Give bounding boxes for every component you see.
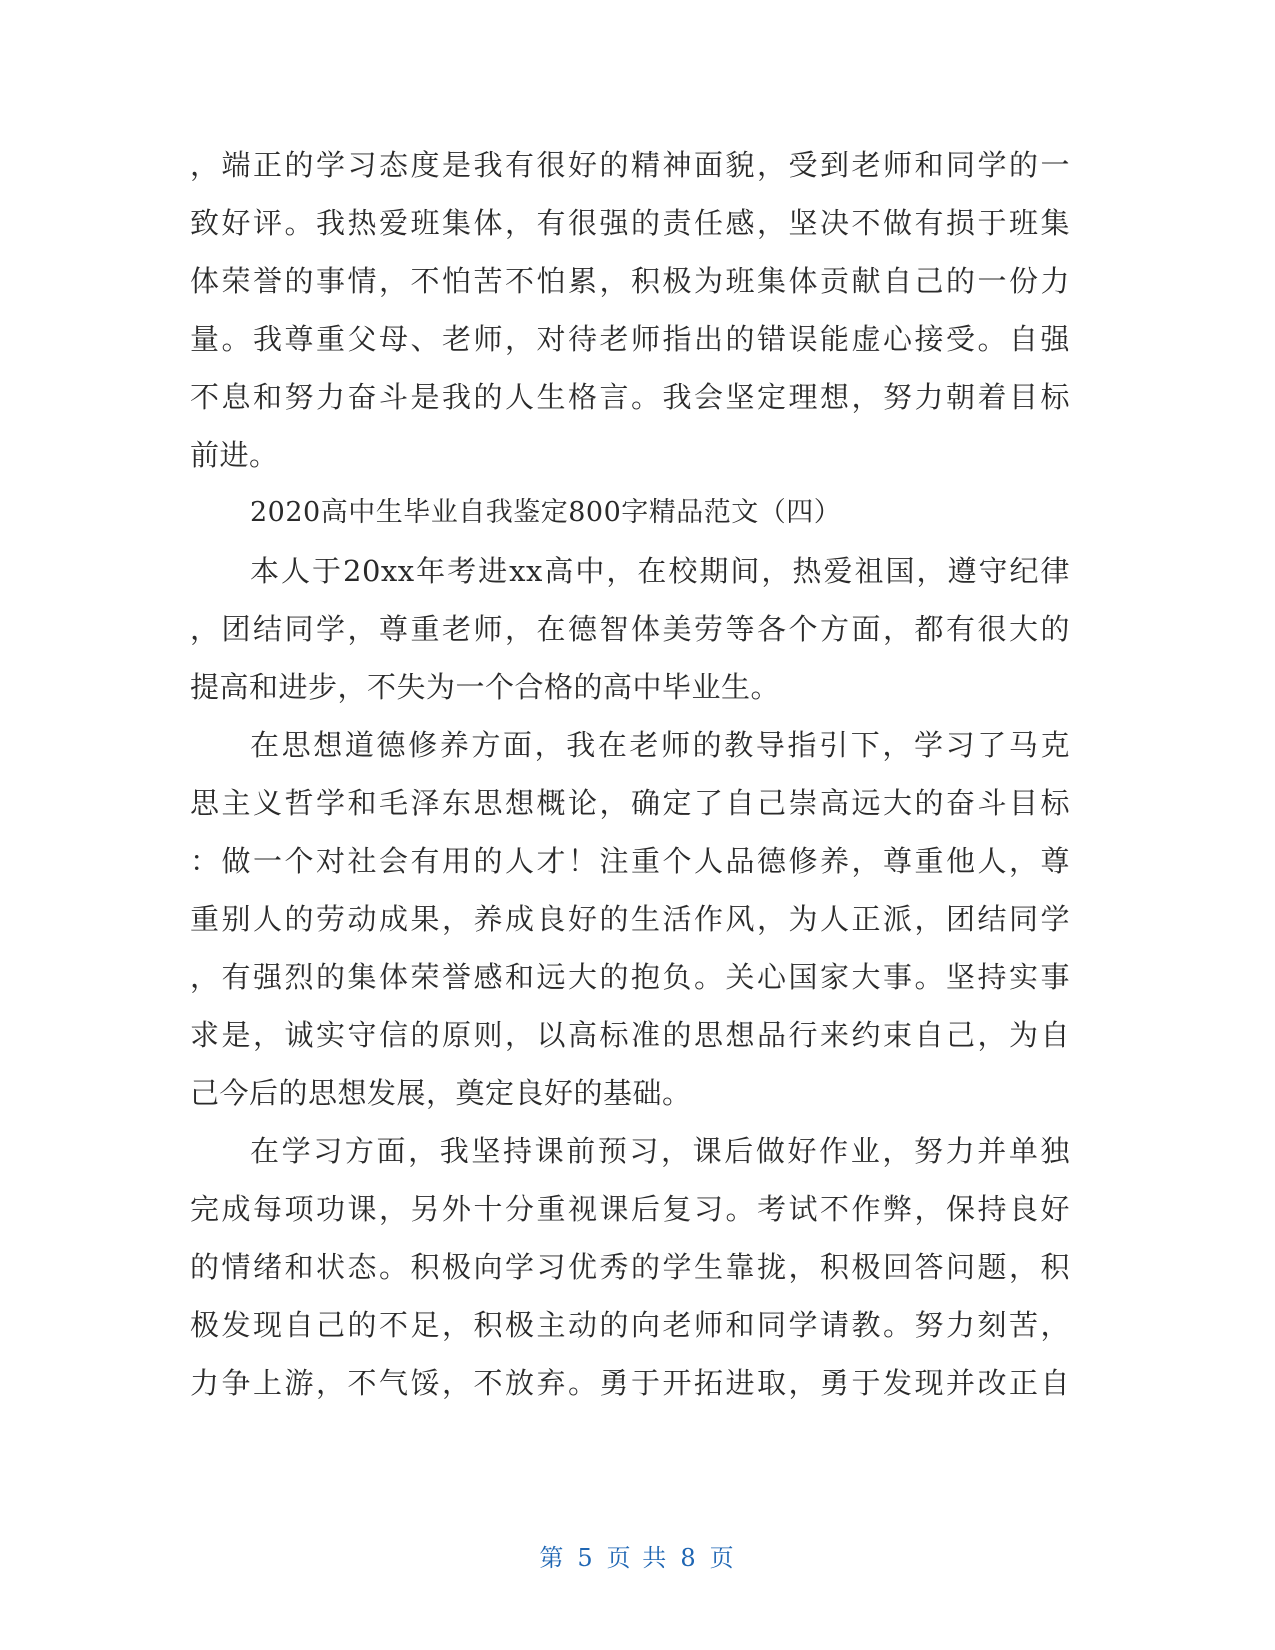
page-label-mid: 页 共: [606, 1544, 669, 1572]
text-line: 量。我尊重父母、老师，对待老师指出的错误能虚心接受。自强: [190, 322, 1070, 356]
text-line: ，团结同学，尊重老师，在德智体美劳等各个方面，都有很大的: [190, 612, 1070, 646]
text-line: 前进。: [190, 438, 279, 472]
text-line: 不息和努力奋斗是我的人生格言。我会坚定理想，努力朝着目标: [190, 380, 1070, 414]
text-line: 力争上游，不气馁，不放弃。勇于开拓进取，勇于发现并改正自: [190, 1366, 1070, 1400]
page-number-footer: [0, 1538, 1275, 1573]
text-line: 极发现自己的不足，积极主动的向老师和同学请教。努力刻苦，: [190, 1308, 1070, 1342]
text-line: 重别人的劳动成果，养成良好的生活作风，为人正派，团结同学: [190, 902, 1070, 936]
page-label-prefix: 第: [539, 1544, 566, 1572]
text-line: 本人于20xx年考进xx高中，在校期间，热爱祖国，遵守纪律: [250, 554, 1070, 588]
text-line: ，有强烈的集体荣誉感和远大的抱负。关心国家大事。坚持实事: [190, 960, 1070, 994]
text-line: 的情绪和状态。积极向学习优秀的学生靠拢，积极回答问题，积: [190, 1250, 1070, 1284]
text-line: ：做一个对社会有用的人才！注重个人品德修养，尊重他人，尊: [190, 844, 1070, 878]
text-line: ，端正的学习态度是我有很好的精神面貌，受到老师和同学的一: [190, 148, 1070, 182]
text-line: 完成每项功课，另外十分重视课后复习。考试不作弊，保持良好: [190, 1192, 1070, 1226]
text-line: 致好评。我热爱班集体，有很强的责任感，坚决不做有损于班集: [190, 206, 1070, 240]
page-total: 8: [680, 1544, 698, 1572]
text-line: 己今后的思想发展，奠定良好的基础。: [190, 1076, 692, 1110]
text-line: 在学习方面，我坚持课前预习，课后做好作业，努力并单独: [250, 1134, 1070, 1168]
text-line: 在思想道德修养方面，我在老师的教导指引下，学习了马克: [250, 728, 1070, 762]
page-current: 5: [577, 1544, 595, 1572]
section-heading: 2020高中生毕业自我鉴定800字精品范文（四）: [250, 497, 842, 528]
text-line: 体荣誉的事情，不怕苦不怕累，积极为班集体贡献自己的一份力: [190, 264, 1070, 298]
text-line: 提高和进步，不失为一个合格的高中毕业生。: [190, 670, 781, 704]
page-label-suffix: 页: [709, 1544, 736, 1572]
text-line: 思主义哲学和毛泽东思想概论，确定了自己崇高远大的奋斗目标: [190, 786, 1070, 820]
text-line: 求是，诚实守信的原则，以高标准的思想品行来约束自己，为自: [190, 1018, 1070, 1052]
